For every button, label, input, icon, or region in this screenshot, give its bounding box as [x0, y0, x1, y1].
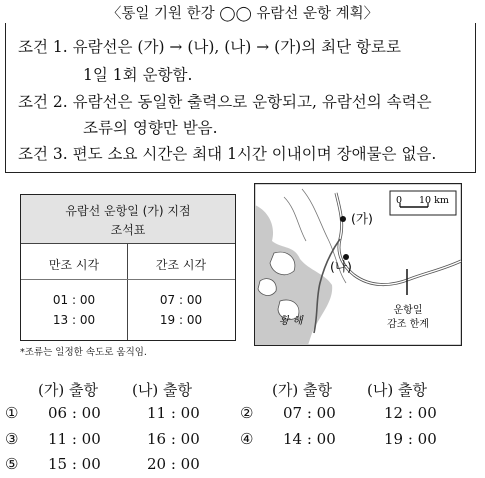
option-2-a: 07 : 00: [283, 404, 336, 422]
scale-zero: 0: [396, 195, 403, 206]
option-4-num[interactable]: ④: [240, 430, 254, 448]
option-1-num[interactable]: ①: [5, 404, 19, 422]
options-header-a-2: (가) 출항: [272, 381, 332, 399]
island: [258, 279, 276, 296]
tide-table: [20, 194, 236, 341]
map: [254, 183, 462, 346]
options-header-b-2: (나) 출항: [367, 381, 427, 399]
low-tide-1: 07 : 00: [159, 293, 203, 307]
option-3-b: 16 : 00: [147, 430, 200, 448]
option-4-a: 14 : 00: [283, 430, 336, 448]
option-5-b: 20 : 00: [147, 455, 200, 473]
options-header-b: (나) 출항: [132, 381, 192, 399]
sea-label: 황 해: [279, 315, 303, 327]
option-5-a: 15 : 00: [48, 455, 101, 473]
high-tide-header: 만조 시각: [48, 258, 100, 272]
point-a-dot: [340, 216, 346, 222]
option-3-a: 11 : 00: [48, 430, 101, 448]
label-point-a: (가): [351, 211, 373, 226]
scale-label: 10 km: [419, 195, 449, 206]
condition-1-cont: 1일 1회 운항함.: [83, 66, 193, 84]
option-1-b: 11 : 00: [147, 404, 200, 422]
option-2-num[interactable]: ②: [240, 404, 254, 422]
option-3-num[interactable]: ③: [5, 430, 19, 448]
plan-title: 〈통일 기원 한강 ◯◯ 유람선 운항 계획〉: [0, 2, 485, 23]
option-1-a: 06 : 00: [48, 404, 101, 422]
condition-3: 조건 3. 편도 소요 시간은 최대 1시간 이내이며 장애물은 없음.: [18, 145, 437, 163]
limit-label-1: 운항일: [393, 305, 423, 316]
high-tide-2: 13 : 00: [52, 313, 96, 327]
options-header-a: (가) 출항: [38, 381, 98, 399]
tide-table-subtitle: 조석표: [110, 223, 146, 237]
low-tide-header: 간조 시각: [155, 258, 207, 272]
tide-table-title: 유람선 운항일 (가) 지점: [65, 204, 191, 218]
option-4-b: 19 : 00: [384, 430, 437, 448]
limit-label-2: 감조 한계: [387, 319, 429, 330]
label-point-b: (나): [330, 259, 352, 274]
condition-2: 조건 2. 유람선은 동일한 출력으로 운항되고, 유람선의 속력은: [18, 93, 432, 111]
condition-2-cont: 조류의 영향만 받음.: [83, 119, 218, 137]
tide-table-header: [21, 195, 235, 244]
option-2-b: 12 : 00: [384, 404, 437, 422]
option-5-num[interactable]: ⑤: [5, 455, 19, 473]
row-divider: [21, 279, 235, 280]
low-tide-2: 19 : 00: [159, 313, 203, 327]
condition-1: 조건 1. 유람선은 (가) → (나), (나) → (가)의 최단 항로로: [18, 38, 401, 56]
tide-note: *조류는 일정한 속도로 움직임.: [20, 347, 147, 358]
high-tide-1: 01 : 00: [52, 293, 96, 307]
map-figure: [254, 183, 462, 346]
